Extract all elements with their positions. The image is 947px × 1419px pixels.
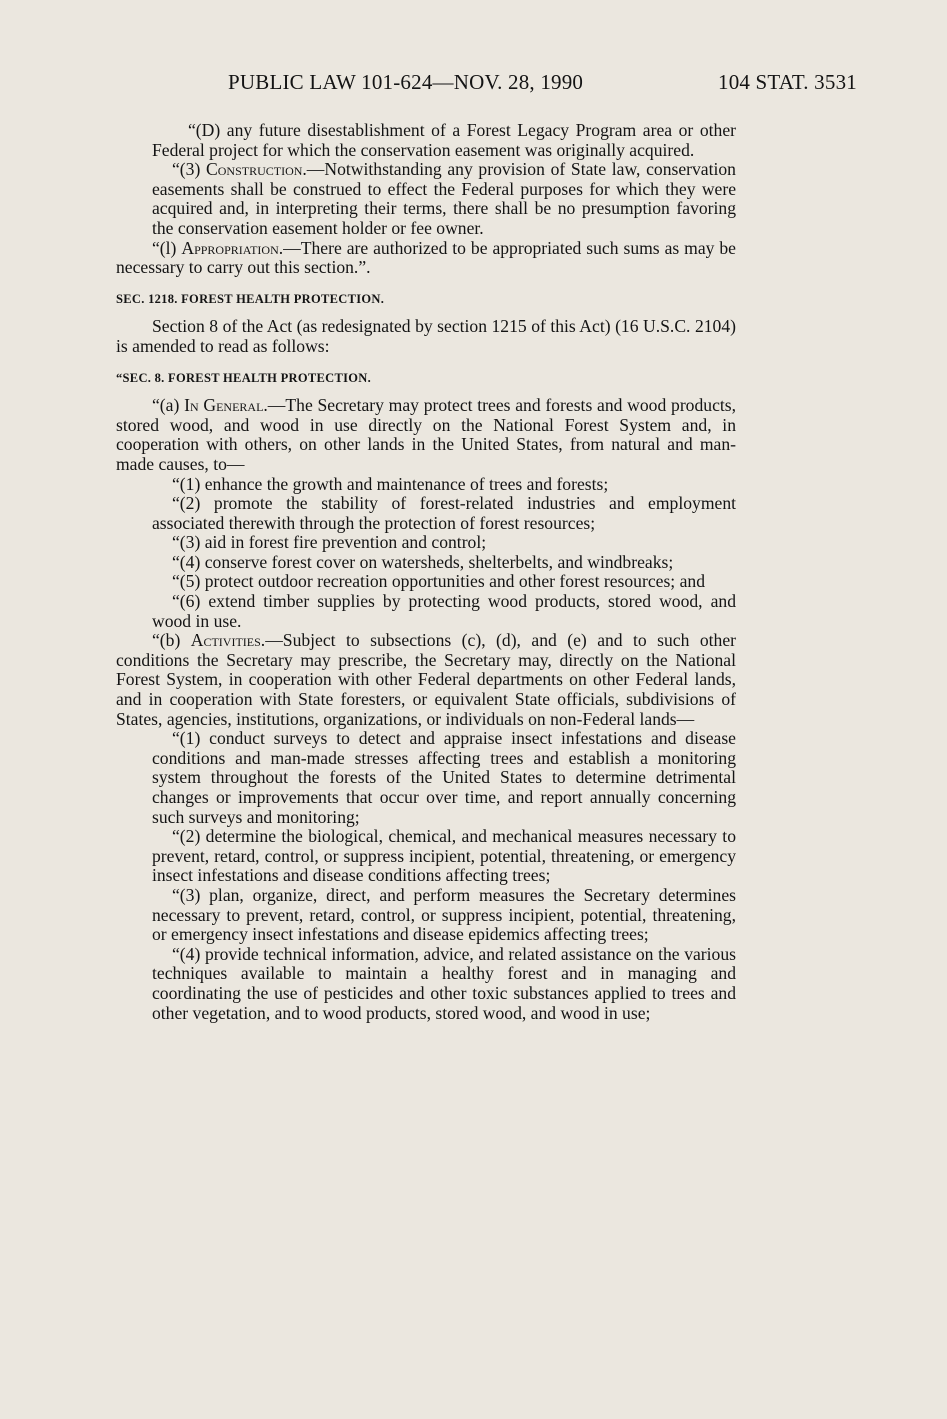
header-statute-page: 104 STAT. 3531 <box>718 70 857 94</box>
paragraph-text: .—The Secretary may protect trees and forests and wood products, stored wood, and wood in use directly on the National Forest System and, in cooperation with others, on other lands in the United States, from natural and man-made causes, to— <box>116 395 737 474</box>
list-item-b4: “(4) provide technical information, advice, and related assistance on the various techniques available to maintain a healthy forest and in managing and coordinating the use of pesticides and other toxic substances applied to trees and other vegetation, and to wood products, stored wood, and wood in use; <box>152 943 736 1023</box>
running-header <box>0 70 947 100</box>
paragraph-text: .—There are authorized to be appropriated such sums as may be necessary to carry out this section.”. <box>116 237 736 278</box>
paragraph-lead: “(b) <box>152 630 191 651</box>
section-8-heading: “SEC. 8. FOREST HEALTH PROTECTION. <box>116 370 372 385</box>
paragraph-text: .—Notwithstanding any provision of State law, conservation easements shall be construed to effect the Federal purposes for which they were acquired and, in interpreting their terms, there shall be no presumption favoring the conservation easement holder or fee owner. <box>152 159 736 238</box>
paragraph-lead: “(l) <box>152 237 182 258</box>
list-item-a6: “(6) extend timber supplies by protecting wood products, stored wood, and wood in use. <box>152 591 736 631</box>
document-body <box>116 121 736 1023</box>
paragraph-text: “(D) any future disestablishment of a Forest Legacy Program area or other Federal project for which the conservation easement was originally acquired. <box>152 120 736 160</box>
list-item-a3: “(3) aid in forest fire prevention and control; <box>172 532 487 553</box>
paragraph-lead: “(a) <box>152 395 185 416</box>
list-item-a2: “(2) promote the stability of forest-related industries and employment associated therewith through the protection of forest resources; <box>152 493 736 533</box>
header-title: PUBLIC LAW 101-624—NOV. 28, 1990 <box>228 70 584 94</box>
paragraph-heading: In General <box>184 395 264 416</box>
paragraph-text: .—Subject to subsections (c), (d), and (e) and to such other conditions the Secretary may prescribe, the Secretary may, directly on the National Forest System, in cooperation with other Federal departments on other Federal lands, and in cooperation with State foresters, or equivalent State officials, subdivisions of States, agencies, institutions, organizations, or individuals on non-Federal lands— <box>116 630 736 729</box>
list-item-b2: “(2) determine the biological, chemical, and mechanical measures necessary to prevent, retard, control, or suppress incipient, potential, threatening, or emergency insect infestations and disease conditions affecting trees; <box>152 826 736 886</box>
paragraph-heading: Appropriation <box>181 237 279 258</box>
list-item-b3: “(3) plan, organize, direct, and perform measures the Secretary determines necessary to prevent, retard, control, or suppress incipient, potential, threatening, or emergency insect infestations and disease epidemics affecting trees; <box>152 884 736 945</box>
paragraph-appropriation <box>116 239 736 278</box>
list-item-a1: “(1) enhance the growth and maintenance of trees and forests; <box>172 473 609 494</box>
paragraph-in-general <box>116 396 736 474</box>
paragraph-heading: Activities <box>190 630 261 651</box>
paragraph-activities <box>116 631 736 729</box>
paragraph-d <box>96 121 736 160</box>
list-item-a5: “(5) protect outdoor recreation opportunities and other forest resources; and <box>172 571 705 592</box>
paragraph-section-8-intro: Section 8 of the Act (as redesignated by section 1215 of this Act) (16 U.S.C. 2104) is amended to read as follows: <box>116 316 736 356</box>
section-1218-heading: SEC. 1218. FOREST HEALTH PROTECTION. <box>116 291 385 306</box>
list-item-a4: “(4) conserve forest cover on watersheds, shelterbelts, and windbreaks; <box>172 551 674 572</box>
paragraph-construction <box>116 160 736 238</box>
list-item-b1: “(1) conduct surveys to detect and appraise insect infestations and disease conditions and man-made stresses affecting trees and establish a monitoring system throughout the forests of the United States to determine detrimental changes or improvements that occur over time, and report annually concerning such surveys and monitoring; <box>152 728 736 827</box>
paragraph-heading: Construction <box>206 159 303 180</box>
paragraph-lead: “(3) <box>172 159 206 180</box>
